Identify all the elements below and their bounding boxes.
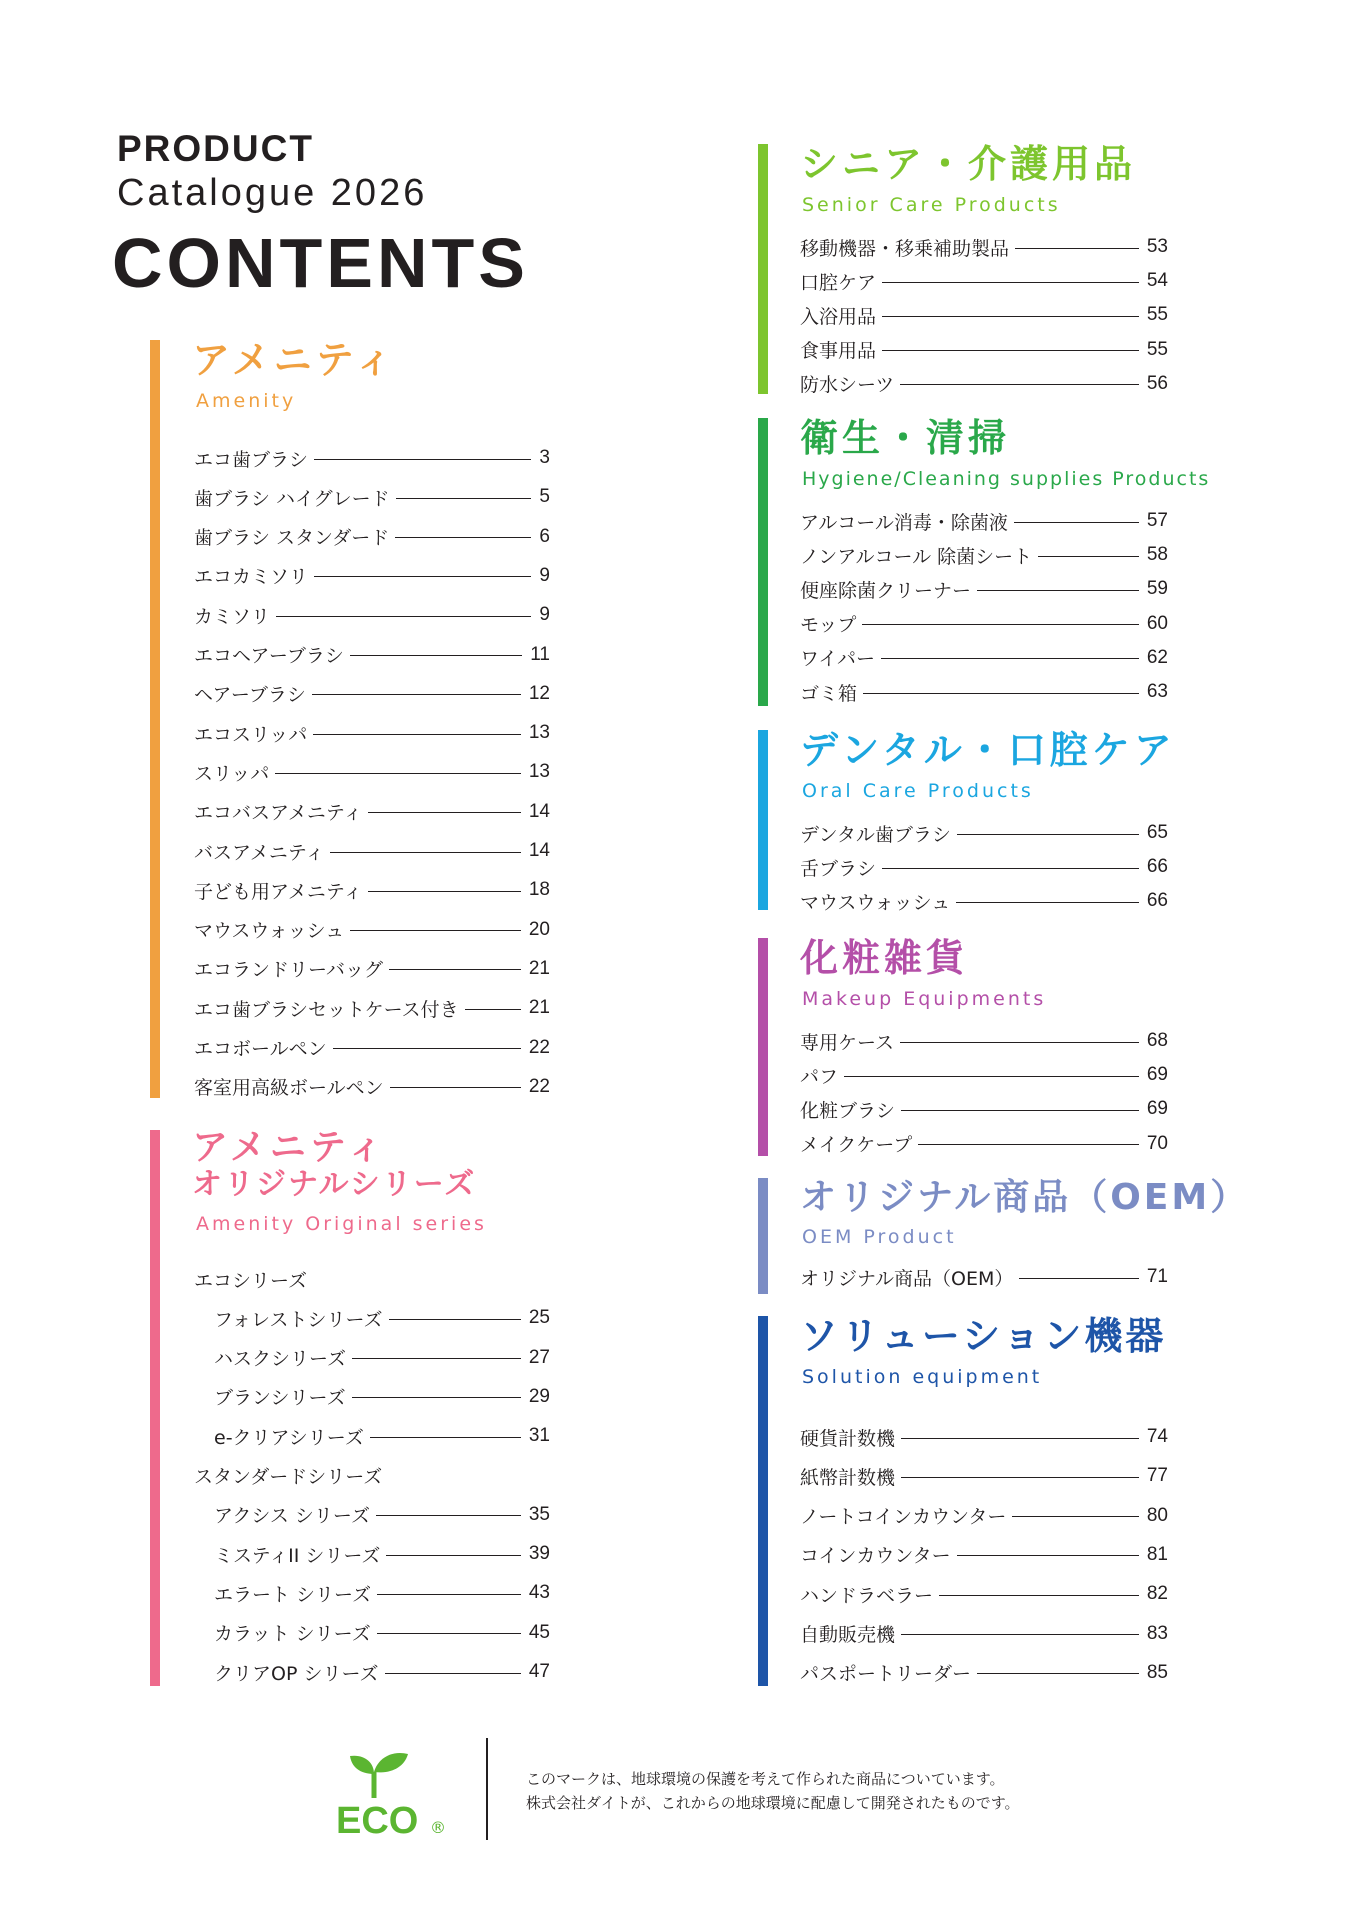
section-color-bar [758,938,768,1156]
toc-page-number: 55 [1146,304,1168,326]
toc-entry-label: コインカウンター [800,1545,951,1568]
toc-page-number: 13 [528,761,550,783]
toc-leader-line [901,1438,1139,1439]
toc-leader-line [276,616,531,617]
toc-entry-label: ノートコインカウンター [800,1506,1007,1529]
toc-entry-label: アクシス シリーズ [214,1505,370,1528]
toc-entry-label: ゴミ箱 [800,682,858,705]
toc-entry [800,302,1168,328]
toc-entry-label: 舌ブラシ [800,857,877,880]
catalog-year-label: Catalogue 2026 [117,172,428,214]
toc-entry [194,484,550,510]
toc-entry [194,799,550,825]
section-subtitle: OEM Product [802,1226,957,1248]
toc-entry [800,371,1168,397]
section-subtitle: Makeup Equipments [802,988,1047,1010]
toc-leader-line [956,902,1139,903]
section-color-bar [758,1316,768,1686]
toc-leader-line [314,459,531,460]
toc-entry-label: エコバスアメニティ [194,802,363,825]
toc-page-number: 83 [1146,1622,1168,1644]
toc-entry [800,1581,1168,1607]
toc-page-number: 14 [528,800,550,822]
toc-entry-label: 硬貨計数機 [800,1427,896,1450]
toc-leader-line [376,1515,521,1516]
toc-leader-line [385,1673,521,1674]
section-senior-care [758,142,1238,397]
toc-entry [800,1264,1168,1290]
toc-leader-line [395,537,531,538]
toc-leader-line [390,1087,521,1088]
toc-entry [800,820,1168,846]
toc-entry [214,1541,550,1567]
toc-entry [194,563,550,589]
toc-entry-label: エラート シリーズ [214,1583,372,1606]
eco-logo [334,1740,454,1840]
toc-page-number: 74 [1146,1426,1168,1447]
toc-page-number: 31 [528,1425,550,1447]
toc-page-number: 22 [528,1036,550,1058]
toc-entry [800,1096,1168,1122]
toc-entry [194,1463,550,1489]
toc-page-number: 21 [528,957,550,979]
toc-leader-line [352,1358,521,1359]
toc-leader-line [900,384,1139,385]
toc-entry-label: ノンアルコール 除菌シート [800,545,1033,568]
toc-leader-line [389,969,521,970]
toc-entry [214,1384,550,1410]
toc-entry-label: パフ [800,1065,839,1088]
toc-entry-label: ミスティII シリーズ [214,1544,381,1567]
section-color-bar [758,418,768,706]
toc-leader-line [465,1009,521,1010]
toc-page-number: 62 [1146,646,1168,668]
toc-page-number: 45 [528,1621,550,1643]
toc-entry-label: マウスウォッシュ [800,891,951,914]
toc-leader-line [882,350,1139,351]
toc-entry-label: アルコール消毒・除菌液 [800,511,1008,534]
toc-page-number: 54 [1146,270,1168,292]
toc-leader-line [957,1555,1139,1556]
toc-entry-label: スタンダードシリーズ [194,1466,383,1488]
toc-entry [214,1659,550,1685]
section-subtitle: Senior Care Products [802,194,1061,216]
section-color-bar [758,730,768,910]
toc-page-number: 60 [1146,612,1168,634]
toc-leader-line [330,852,521,853]
toc-entry [800,854,1168,880]
toc-entry-label: 子ども用アメニティ [194,880,363,903]
toc-page-number: 66 [1146,890,1168,912]
toc-entry-label: e-クリアシリーズ [214,1426,364,1449]
toc-page-number: 58 [1146,544,1168,566]
toc-entry-label: モップ [800,614,857,637]
toc-entry-label: ヘアーブラシ [194,684,306,707]
toc-entry-label: マウスウォッシュ [194,920,345,943]
toc-page-number: 3 [539,447,550,468]
toc-page-number: 66 [1146,856,1168,878]
toc-leader-line [396,498,532,499]
toc-entry [194,524,550,550]
toc-entry [194,642,550,668]
toc-entry [800,1131,1168,1157]
toc-entry-label: エコボールペン [194,1038,327,1060]
toc-entry [194,995,550,1021]
toc-page-number: 53 [1146,236,1168,257]
toc-entry [800,542,1168,568]
toc-page-number: 47 [528,1661,550,1682]
toc-leader-line [350,655,522,656]
toc-page-number: 18 [528,879,550,901]
section-hygiene [758,418,1238,706]
toc-leader-line [352,1397,521,1398]
toc-leader-line [882,868,1139,869]
toc-entry-label: スリッパ [194,762,270,785]
toc-page-number: 27 [528,1346,550,1368]
toc-entry [800,268,1168,294]
toc-leader-line [862,624,1138,625]
toc-page-number: 11 [530,643,550,665]
footer-divider [486,1738,488,1840]
toc-entry-label: 自動販売機 [800,1624,896,1646]
section-subtitle: Hygiene/Cleaning supplies Products [802,468,1211,490]
toc-entry [194,720,550,746]
toc-leader-line [901,1477,1139,1478]
toc-leader-line [312,694,521,695]
toc-entry-label: メイクケープ [800,1134,913,1157]
toc-entry [194,838,550,864]
toc-page-number: 5 [539,486,550,508]
eco-note-line1: このマークは、地球環境の保護を考えて作られた商品についています。 [526,1770,1005,1788]
toc-entry-label: 客室用高級ボールペン [194,1077,384,1100]
toc-page-number: 55 [1146,338,1168,360]
section-subtitle: Amenity Original series [196,1213,487,1235]
toc-leader-line [377,1633,521,1634]
toc-leader-line [377,1594,521,1595]
toc-entry-label: フォレストシリーズ [214,1308,383,1331]
toc-leader-line [314,576,531,577]
toc-page-number: 9 [539,604,550,626]
eco-logo-text: ECO [336,1800,419,1842]
toc-leader-line [1015,248,1139,249]
toc-entry-label: カラット シリーズ [214,1623,371,1646]
toc-entry-label: パスポートリーダー [800,1663,972,1686]
toc-entry [800,1062,1168,1088]
toc-entry-label: ハスクシリーズ [214,1348,347,1371]
toc-entry [800,1463,1168,1489]
toc-leader-line [977,590,1139,591]
toc-entry-label: デンタル歯ブラシ [800,823,951,846]
toc-entry [800,1424,1168,1450]
toc-entry-label: 食事用品 [800,340,877,363]
section-solution [758,1316,1238,1686]
toc-entry [214,1620,550,1646]
toc-entry-label: 紙幣計数機 [800,1466,896,1489]
eco-note-line2: 株式会社ダイトが、これからの地球環境に配慮して開発されたものです。 [526,1794,1020,1812]
toc-entry [800,611,1168,637]
toc-entry [800,645,1168,671]
toc-entry-label: エコシリーズ [194,1269,308,1292]
toc-leader-line [386,1555,520,1556]
toc-leader-line [389,1319,521,1320]
toc-page-number: 13 [528,722,550,744]
toc-page-number: 69 [1146,1098,1168,1120]
page-title: CONTENTS [112,224,529,302]
toc-entry [194,877,550,903]
section-amenity [150,340,550,1098]
section-dental [758,728,1238,914]
toc-entry-label: 防水シーツ [800,374,895,397]
section-title: シニア・介護用品 [800,142,1137,186]
toc-entry-label: バスアメニティ [194,841,325,864]
toc-entry-label: エコヘアーブラシ [194,645,344,667]
section-title: アメニティ [192,338,397,382]
section-amenity-original [150,1127,550,1686]
toc-leader-line [881,658,1139,659]
section-title: オリジナル商品（OEM） [800,1177,1250,1218]
toc-leader-line [1019,1278,1138,1279]
toc-page-number: 39 [528,1543,550,1565]
toc-page-number: 25 [528,1307,550,1329]
toc-page-number: 35 [528,1503,550,1525]
toc-entry-label: エコカミソリ [194,566,309,589]
toc-entry [800,1542,1168,1568]
toc-leader-line [900,1042,1139,1043]
toc-leader-line [882,282,1139,283]
registered-mark: ® [430,1818,446,1837]
toc-page-number: 12 [528,682,550,704]
toc-leader-line [368,891,521,892]
toc-entry [800,1621,1168,1647]
section-title: デンタル・口腔ケア [800,728,1176,772]
toc-leader-line [957,834,1139,835]
toc-page-number: 22 [528,1075,550,1097]
section-subtitle: Amenity [196,390,297,412]
toc-entry-label: 移動機器・移乗補助製品 [800,237,1010,260]
toc-leader-line [1038,556,1139,557]
section-title: アメニティ [192,1127,387,1168]
toc-leader-line [977,1673,1139,1674]
toc-entry [800,337,1168,363]
toc-page-number: 80 [1146,1504,1168,1526]
toc-leader-line [882,316,1139,317]
toc-page-number: 65 [1146,822,1168,843]
toc-entry [194,917,550,943]
toc-entry-label: オリジナル商品（OEM） [800,1267,1014,1290]
toc-leader-line [368,812,521,813]
toc-entry-label: 専用ケース [800,1031,895,1054]
section-title: ソリューション機器 [800,1314,1167,1358]
toc-entry-label: ブランシリーズ [214,1387,346,1410]
toc-leader-line [333,1048,521,1049]
toc-page-number: 85 [1146,1661,1168,1683]
toc-leader-line [1012,1516,1139,1517]
toc-entry-label: 入浴用品 [800,305,877,328]
toc-entry [800,1660,1168,1686]
toc-leader-line [918,1144,1139,1145]
toc-leader-line [1014,522,1139,523]
section-color-bar [150,1130,160,1686]
toc-leader-line [275,773,521,774]
toc-entry-label: ワイパー [800,648,876,671]
toc-page-number: 82 [1146,1583,1168,1605]
toc-entry-label: 歯ブラシ スタンダード [194,527,390,550]
toc-page-number: 81 [1146,1543,1168,1565]
toc-page-number: 59 [1146,578,1168,600]
toc-entry [194,1074,550,1100]
toc-page-number: 43 [528,1582,550,1604]
toc-page-number: 71 [1146,1266,1168,1287]
toc-entry [194,759,550,785]
toc-page-number: 68 [1146,1030,1168,1051]
toc-page-number: 56 [1146,372,1168,394]
toc-entry [194,956,550,982]
toc-entry-label: エコ歯ブラシ [194,448,309,471]
toc-entry [194,681,550,707]
toc-entry [800,1503,1168,1529]
toc-leader-line [901,1634,1139,1635]
toc-page-number: 69 [1146,1064,1168,1086]
toc-entry [214,1580,550,1606]
toc-leader-line [370,1437,521,1438]
toc-page-number: 6 [539,525,550,547]
section-title: 化粧雑貨 [800,936,969,980]
toc-entry-label: 歯ブラシ ハイグレード [194,487,390,510]
toc-entry [194,445,550,471]
section-color-bar [758,1178,768,1294]
toc-entry [214,1305,550,1331]
section-subtitle: Oral Care Products [802,780,1034,802]
toc-entry [194,1266,550,1292]
section-title-line2: オリジナルシリーズ [192,1167,477,1202]
toc-entry-label: 便座除菌クリーナー [800,579,972,602]
toc-page-number: 29 [528,1385,550,1407]
toc-entry [800,234,1168,260]
toc-leader-line [313,734,521,735]
toc-page-number: 57 [1146,510,1168,531]
toc-entry-label: 化粧ブラシ [800,1099,896,1122]
toc-entry [800,508,1168,534]
section-subtitle: Solution equipment [802,1366,1043,1388]
toc-entry [194,1035,550,1061]
toc-entry [214,1423,550,1449]
toc-entry [800,679,1168,705]
section-makeup [758,938,1238,1156]
toc-page-number: 9 [539,564,550,586]
toc-entry-label: エコスリッパ [194,723,308,746]
toc-entry-label: カミソリ [194,605,271,628]
toc-entry-label: エコ歯ブラシセットケース付き [194,998,459,1021]
toc-page-number: 14 [528,840,550,861]
toc-leader-line [939,1595,1139,1596]
toc-entry [214,1345,550,1371]
toc-page-number: 63 [1146,681,1168,702]
toc-entry [194,602,550,628]
section-color-bar [758,144,768,394]
catalog-product-label: PRODUCT [117,128,314,169]
toc-entry [214,1502,550,1528]
section-color-bar [150,340,160,1098]
toc-leader-line [350,930,521,931]
toc-leader-line [901,1110,1139,1111]
toc-entry-label: ハンドラベラー [800,1584,934,1607]
toc-entry [800,1028,1168,1054]
section-oem [758,1177,1250,1294]
toc-page-number: 77 [1146,1465,1168,1487]
toc-entry-label: エコランドリーバッグ [194,959,384,982]
toc-page-number: 21 [528,997,550,1019]
toc-entry [800,888,1168,914]
section-title: 衛生・清掃 [800,416,1011,460]
toc-entry-label: クリアOP シリーズ [214,1662,379,1685]
toc-leader-line [863,693,1139,694]
toc-entry [800,576,1168,602]
toc-leader-line [844,1076,1139,1077]
toc-entry-label: 口腔ケア [800,271,877,294]
toc-page-number: 20 [528,918,550,940]
toc-page-number: 70 [1146,1132,1168,1154]
